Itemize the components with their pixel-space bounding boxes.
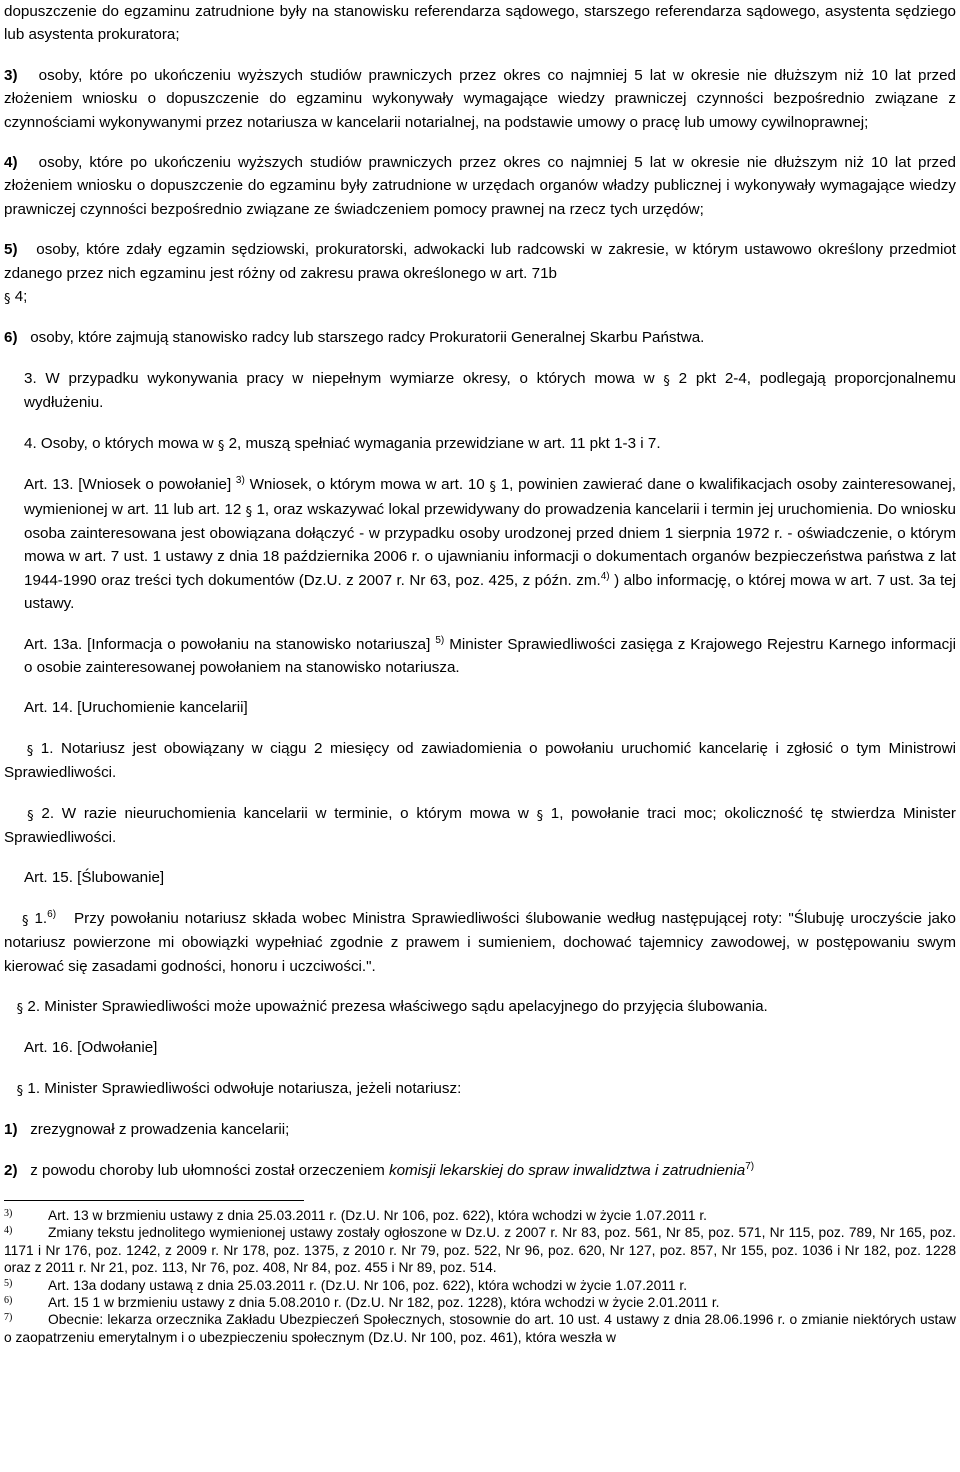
section-sign-icon: § (26, 743, 34, 759)
footnote: 7) Obecnie: lekarza orzecznika Zakładu Ubezpieczeń Społecznych, stosownie do art. 10 ust. 4 ustawy z dnia 28.06.1996 r. o zmianie niektórych ustaw o zaopatrzeniu emerytalnym i o ubezpieczeniu społecznym (Dz.U. Nr 100, poz. 461), która weszła w (4, 1312, 956, 1345)
item-number: 2) (4, 1161, 18, 1179)
article-16-item-1: 1) zrezygnował z prowadzenia kancelarii; (4, 1121, 290, 1139)
section-sign-icon: § (21, 913, 29, 929)
list-item-4: 4) osoby, które po ukończeniu wyższych studiów prawniczych przez okres co najmniej 5 lat w okresie nie dłuższym niż 10 lat przed złożeniem wniosku o dopuszczenie do egzaminu były zatrudnione w urzędach organów władzy publicznej i wykonywały wymagające wiedzy prawniczej czynności bezpośrednio związane ze świadczeniem pomocy prawnej na rzecz tych urzędów; (4, 154, 956, 218)
paragraph-4: 4. Osoby, o których mowa w § 2, muszą spełniać wymagania przewidziane w art. 11 pkt 1-3 i 7. (24, 434, 661, 454)
section-sign-icon: § (16, 1083, 24, 1099)
section-sign-icon: § (27, 808, 34, 824)
article-14-heading: Art. 14. [Uruchomienie kancelarii] (24, 699, 248, 717)
footnote: 4) Zmiany tekstu jednolitego wymienionej ustawy zostały ogłoszone w Dz.U. z 2007 r. Nr 83, poz. 561, Nr 85, poz. 571, Nr 115, poz. 789, Nr 165, poz. 1171 i Nr 176, poz. 1242, z 2009 r. Nr 178, poz. 1375, z 2010 r. Nr 79, poz. 522, Nr 96, poz. 620, Nr 127, poz. 857, Nr 155, poz. 1036 i Nr 182, poz. 1228 oraz z 2011 r. Nr 21, poz. 113, Nr 76, poz. 408, Nr 84, poz. 455 i Nr 89, poz. 514. (4, 1225, 956, 1276)
list-item-3: 3) osoby, które po ukończeniu wyższych studiów prawniczych przez okres co najmniej 5 lat w okresie nie dłuższym niż 10 lat przed złożeniem wniosku o dopuszczenie do egzaminu wykonywały wymagające wiedzy prawniczej czynności bezpośrednio związane z czynnościami wykonywanymi przez notariusza w kancelarii notarialnej, na podstawie umowy o pracę lub umowy cywilnoprawnej; (4, 66, 956, 131)
article-14-par-2: § 2. W razie nieuruchomienia kancelarii w terminie, o którym mowa w § 1, powołanie traci moc; okoliczność tę stwierdza Minister Sprawiedliwości. (4, 804, 956, 846)
footnote: 6) Art. 15 1 w brzmieniu ustawy z dnia 5.08.2010 r. (Dz.U. Nr 182, poz. 1228), która wchodzi w życie 2.01.2011 r. (4, 1295, 720, 1311)
section-sign-icon: § (663, 373, 670, 389)
footnotes (4, 1207, 956, 1346)
article-16-par-1: § 1. Minister Sprawiedliwości odwołuje notariusza, jeżeli notariusz: (16, 1079, 462, 1099)
article-15-par-1: § 1.$^{6)}$ Przy powołaniu notariusz składa wobec Ministra Sprawiedliwości ślubowanie według następującej roty: "Ślubuję uroczyście jako notariusz powierzone mi obowiązki wypełniać zgodnie z prawem i sumieniem, dochować tajemnicy zawodowej, w postępowaniu swym kierować się zasadami godności, honoru i uczciwości.". (4, 908, 956, 975)
article-16-item-2: 2) z powodu choroby lub ułomności został orzeczeniem komisji lekarskiej do spraw inwalidztwa i zatrudnienia$^{7)}$ (4, 1160, 755, 1179)
item-number: 3) (4, 66, 18, 84)
article-14-par-1: § 1. Notariusz jest obowiązany w ciągu 2 miesięcy od zawiadomienia o powołaniu uruchomić kancelarię i zgłosić o tym Ministrowi Sprawiedliwości. (4, 739, 956, 782)
section-sign-icon: § (16, 1002, 24, 1017)
list-item-6: 6) osoby, które zajmują stanowisko radcy lub starszego radcy Prokuratorii Generalnej Skarbu Państwa. (4, 329, 705, 347)
section-sign-icon: § (4, 292, 11, 308)
article-15-par-2: § 2. Minister Sprawiedliwości może upoważnić prezesa właściwego sądu apelacyjnego do przyjęcia ślubowania. (16, 998, 768, 1017)
footnote-separator (4, 1200, 304, 1201)
article-16-heading: Art. 16. [Odwołanie] (24, 1039, 158, 1057)
article-13a: Art. 13a. [Informacja o powołaniu na stanowisko notariusza] $^{5)}$ Minister Sprawiedliwości zasięga z Krajowego Rejestru Karnego informacji o osobie zainteresowanej powołaniem na stanowisko notariusza. (24, 634, 956, 676)
item-number: 4) (4, 154, 18, 172)
footnote: 3) Art. 13 w brzmieniu ustawy z dnia 25.03.2011 r. (Dz.U. Nr 106, poz. 622), która wchodzi w życie 1.07.2011 r. (4, 1208, 707, 1224)
section-sign-icon: § (217, 438, 225, 454)
item-number: 1) (4, 1121, 18, 1139)
article-15-heading: Art. 15. [Ślubowanie] (24, 869, 165, 887)
footnote: 5) Art. 13a dodany ustawą z dnia 25.03.2011 r. (Dz.U. Nr 106, poz. 622), która wchodzi w życie 1.07.2011 r. (4, 1277, 688, 1293)
section-sign-icon: § (536, 808, 544, 824)
section-sign-icon: § (489, 480, 496, 496)
item-number: 5) (4, 241, 18, 259)
article-13: Art. 13. [Wniosek o powołanie] $^{3)}$ Wniosek, o którym mowa w art. 10 § 1, powinien zawierać dane o kwalifikacjach osoby zainteresowanej, wymienionej w art. 11 lub art. 12 § 1, oraz wskazywać lokal przewidywany do prowadzenia kancelarii i termin jej uruchomienia. Do wniosku osoba zainteresowana jest obowiązana dołączyć - w przypadku osoby urodzonej przed dniem 1 sierpnia 1972 r. - oświadczenie, o którym mowa w art. 7 ust. 1 ustawy z dnia 18 października 2006 r. o ujawnianiu informacji o dokumentach organów bezpieczeństwa państwa z lat 1944-1990 oraz treści tych dokumentów (Dz.U. z 2007 r. Nr 63, poz. 425, z późn. zm.$^{4)}$ ) albo informację, o której mowa w art. 7 ust. 3a tej ustawy. (24, 475, 956, 613)
list-item-5: 5) osoby, które zdały egzamin sędziowski, prokuratorski, adwokacki lub radcowski w zakresie, w którym ustawowo określony przedmiot zdanego przez nich egzaminu jest różny od zakresu prawa określonego w art. 71b § 4; (4, 241, 956, 308)
paragraph-continuation: dopuszczenie do egzaminu zatrudnione były na stanowisku referendarza sądowego, starszego referendarza sądowego, asystenta sędziego lub asystenta prokuratora; (4, 3, 956, 44)
paragraph-3: 3. W przypadku wykonywania pracy w niepełnym wymiarze okresy, o których mowa w § 2 pkt 2-4, podlegają proporcjonalnemu wydłużeniu. (24, 369, 956, 412)
section-sign-icon: § (245, 504, 253, 520)
item-number: 6) (4, 329, 18, 347)
